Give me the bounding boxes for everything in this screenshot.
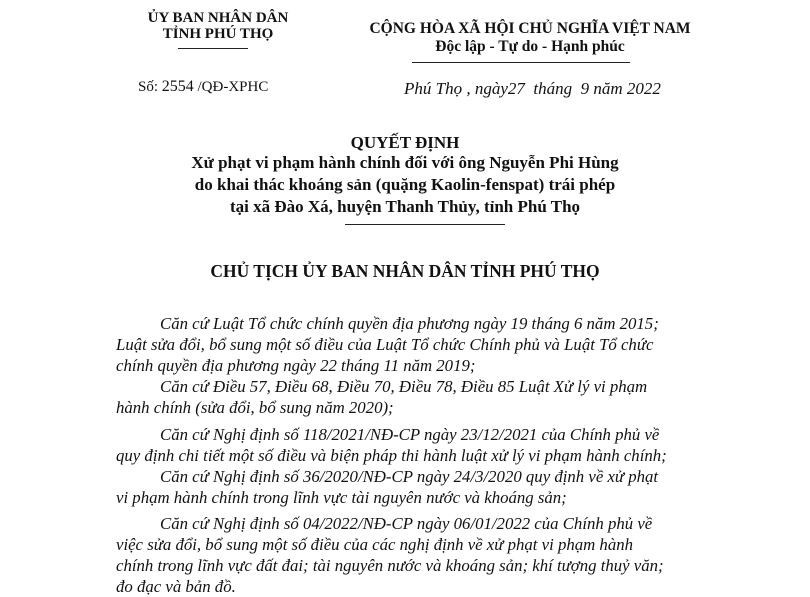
document-number [138, 78, 268, 96]
body-line: Căn cứ Nghị định số 04/2022/NĐ-CP ngày 06/01/2022 của Chính phủ về [160, 514, 653, 533]
body-line: đo đạc và bản đồ. [116, 577, 236, 596]
body-line: quy định chi tiết một số điều và biện pháp thi hành luật xử lý vi phạm hành chính; [116, 446, 667, 465]
body-line: Căn cứ Điều 57, Điều 68, Điều 70, Điều 78, Điều 85 Luật Xử lý vi phạm [160, 377, 648, 396]
body-line: việc sửa đổi, bổ sung một số điều của các nghị định về xử phạt vi phạm hành [116, 535, 633, 554]
body-line: chính trong lĩnh vực đất đai; tài nguyên nước và khoáng sản; khí tượng thuỷ văn; [116, 556, 664, 575]
national-motto [350, 20, 710, 56]
body-line: Căn cứ Luật Tổ chức chính quyền địa phương ngày 19 tháng 6 năm 2015; [160, 314, 659, 333]
nation-line-2: Độc lập - Tự do - Hạnh phúc [435, 38, 625, 55]
chairman-heading: CHỦ TỊCH ỦY BAN NHÂN DÂN TỈNH PHÚ THỌ [210, 261, 600, 281]
so-number: 2554 [161, 78, 194, 95]
nation-line-1: CỘNG HÒA XÃ HỘI CHỦ NGHĨA VIỆT NAM [369, 20, 691, 37]
agency-line-1: ỦY BAN NHÂN DÂN [147, 10, 289, 26]
date-month-label: tháng [533, 79, 573, 98]
date-prefix: Phú Thọ , ngày [404, 79, 508, 98]
body-line: Căn cứ Nghị định số 118/2021/NĐ-CP ngày 23/12/2021 của Chính phủ về [160, 425, 660, 444]
body-line: chính quyền địa phương ngày 22 tháng 11 năm 2019; [116, 356, 476, 375]
decision-subtitle-line: Xử phạt vi phạm hành chính đối với ông Nguyễn Phi Hùng [191, 153, 619, 172]
body-line: hành chính (sửa đổi, bổ sung năm 2020); [116, 398, 394, 417]
body-line: Luật sửa đổi, bổ sung một số điều của Luật Tổ chức Chính phủ và Luật Tổ chức [116, 335, 654, 354]
agency-line-2: TỈNH PHÚ THỌ [162, 26, 274, 42]
issuing-agency [108, 10, 328, 42]
date-day: 27 [507, 79, 525, 98]
decision-subtitle-line: do khai thác khoáng sản (quặng Kaolin-fenspat) trái phép [194, 175, 616, 194]
body-line: vi phạm hành chính trong lĩnh vực tài nguyên nước và khoáng sản; [116, 488, 567, 507]
agency-underline [178, 48, 248, 49]
date-month: 9 [580, 79, 590, 98]
issue-date [404, 79, 661, 99]
motto-underline [412, 62, 630, 63]
title-underline [345, 224, 505, 225]
so-suffix: /QĐ-XPHC [197, 79, 269, 95]
decision-title: QUYẾT ĐỊNH [350, 133, 460, 152]
decision-subtitle-line: tại xã Đào Xá, huyện Thanh Thủy, tỉnh Phú Thọ [229, 197, 581, 216]
so-label: Số: [138, 79, 159, 95]
date-year-label: năm 2022 [593, 79, 661, 98]
body-line: Căn cứ Nghị định số 36/2020/NĐ-CP ngày 24/3/2020 quy định về xử phạt [160, 467, 659, 486]
